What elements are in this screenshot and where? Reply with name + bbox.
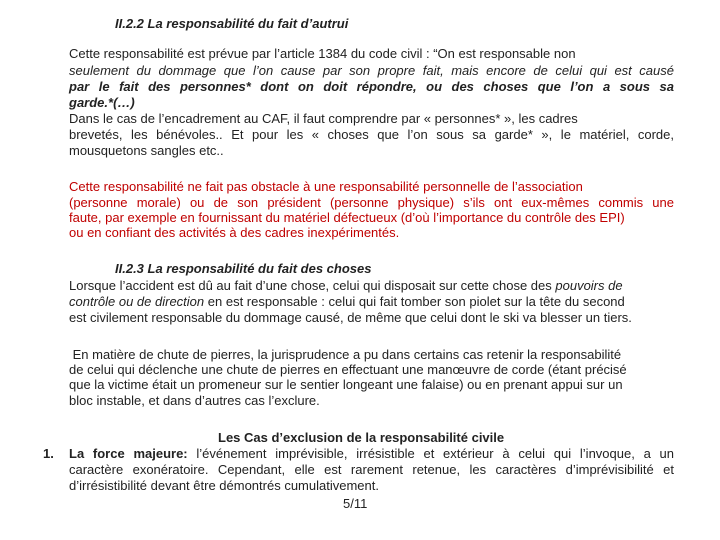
paragraph-line xyxy=(69,79,674,94)
italic-text: contrôle ou de direction xyxy=(69,294,205,309)
quote-text: par le fait des personnes* dont on doit répondre, ou des choses que l’on a sous sa xyxy=(69,79,674,94)
paragraph-line xyxy=(69,294,674,309)
paragraph-line: de celui qui déclenche une chute de pierres en effectuant une manœuvre de corde (étant précisé xyxy=(69,362,627,377)
list-item-line: d’irrésistibilité devant être démontrés cumulativement. xyxy=(69,478,379,493)
paragraph-line: En matière de chute de pierres, la jurisprudence a pu dans certains cas retenir la responsabilité xyxy=(69,347,622,362)
red-paragraph-line: (personne morale) ou de son président (personne physique) s’ils ont eux-mêmes commis une xyxy=(69,195,674,210)
paragraph-line: bloc instable, et dans d’autres cas l’exclure. xyxy=(69,393,320,408)
list-item-line xyxy=(69,446,674,461)
italic-text: pouvoirs de xyxy=(555,278,623,293)
paragraph-line: est civilement responsable du dommage causé, de même que celui dont le ski va blesser un tiers. xyxy=(69,310,632,325)
section-heading-autrui: II.2.2 La responsabilité du fait d’autrui xyxy=(115,16,349,31)
paragraph-line xyxy=(69,95,674,110)
page-number: 5/11 xyxy=(343,496,368,511)
paragraph-line: Cette responsabilité est prévue par l’article 1384 du code civil : “On est responsable non xyxy=(69,46,576,61)
text: en est responsable : celui qui fait tomber son piolet sur la tête du second xyxy=(207,294,625,309)
paragraph-line: mousquetons sangles etc.. xyxy=(69,143,224,158)
paragraph-line: brevetés, les bénévoles.. Et pour les « choses que l’on sous sa garde* », le matériel, corde, xyxy=(69,127,674,142)
paragraph-line: Dans le cas de l’encadrement au CAF, il faut comprendre par « personnes* », les cadres xyxy=(69,111,578,126)
quote-text: seulement du dommage que l’on cause par son propre fait, mais encore de celui qui est causé xyxy=(69,63,674,78)
list-item-line: caractère exonératoire. Cependant, elle est rarement retenue, les caractères d’imprévisibilité et xyxy=(69,462,674,477)
paragraph-line: que la victime était un promeneur sur le sentier longeant une falaise) ou en prenant appui sur un xyxy=(69,377,623,392)
exclusion-heading: Les Cas d’exclusion de la responsabilité civile xyxy=(218,430,505,445)
paragraph-line xyxy=(69,278,674,293)
list-number: 1. xyxy=(43,446,54,461)
red-paragraph-line: ou en confiant des activités à des cadres inexpérimentés. xyxy=(69,225,400,240)
section-heading-choses: II.2.3 La responsabilité du fait des choses xyxy=(115,261,372,276)
red-paragraph-line: Cette responsabilité ne fait pas obstacle à une responsabilité personnelle de l’association xyxy=(69,179,583,194)
paragraph-line xyxy=(69,63,674,78)
red-paragraph-line: faute, par exemple en fournissant du matériel défectueux (d’où l’importance du contrôle des EPI) xyxy=(69,210,625,225)
term: La force majeure: xyxy=(69,446,188,461)
text: l’événement imprévisible, irrésistible et extérieur à celui qui l’invoque, a un xyxy=(187,446,675,461)
text: Lorsque l’accident est dû au fait d’une chose, celui qui disposait sur cette chose des xyxy=(69,278,552,293)
quote-text: garde.*(…) xyxy=(69,95,135,110)
